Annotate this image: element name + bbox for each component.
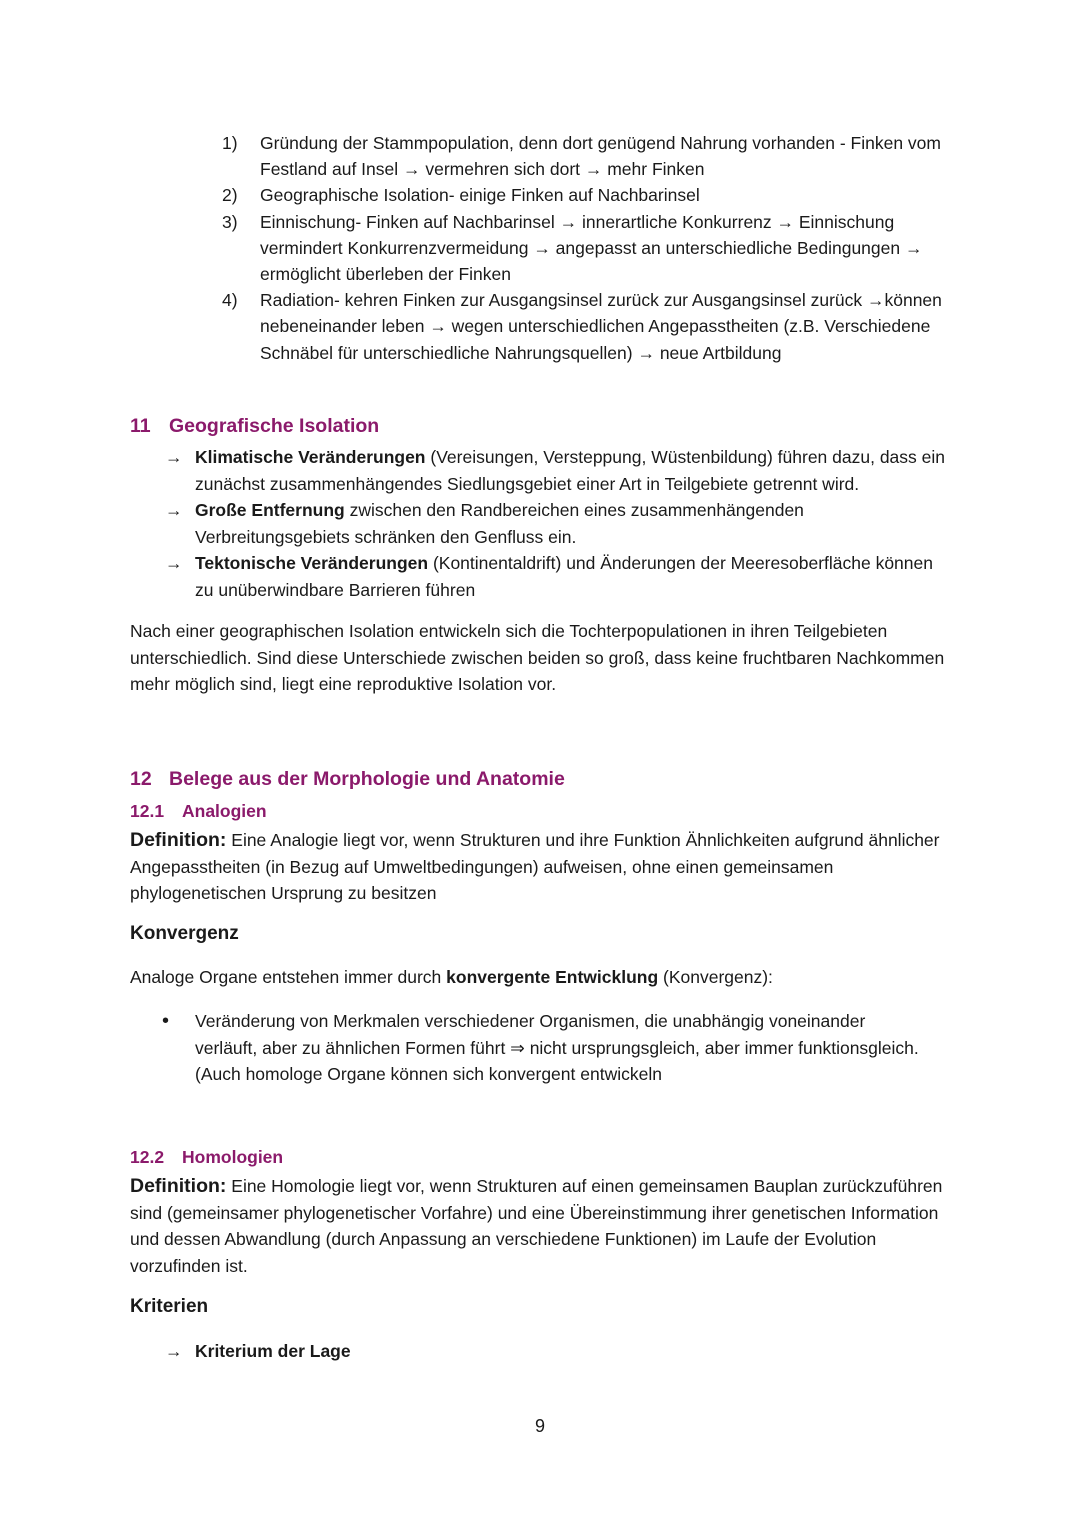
definition-text: Eine Analogie liegt vor, wenn Strukturen und ihre Funktion Ähnlichkeiten aufgrund ähnlicher Angepasstheiten (in Bezug auf Umweltbedingungen) aufweisen, ohne einen gemeinsamen phylogenetischen Ursprung zu besitzen — [130, 830, 940, 903]
arrow-icon: → — [165, 553, 183, 573]
section-number: 12 — [130, 768, 152, 790]
konvergenz-bullet-list — [162, 1008, 922, 1088]
list-item — [165, 550, 955, 603]
list-item — [165, 444, 955, 497]
arrow-icon: → — [165, 1341, 183, 1361]
definition-text: Eine Homologie liegt vor, wenn Strukturen auf einen gemeinsamen Bauplan zurückzuführen sind (gemeinsamer phylogenetischer Vorfahre) und eine Übereinstimmung ihrer genetischen Information und dessen Abwandlung (durch Anpassung an verschiedene Funktionen) im Laufe der Evolution vorzufinden ist. — [130, 1176, 943, 1276]
list-item — [222, 287, 962, 366]
item-number: 4) — [222, 290, 238, 311]
item-number: 1) — [222, 133, 238, 153]
subsection-number: 12.1 — [130, 801, 165, 821]
criterion-text: Kriterium der Lage — [195, 1341, 351, 1361]
arrow-icon: → — [165, 500, 183, 520]
intro-text: Analoge Organe entstehen immer durch — [130, 967, 447, 987]
homologie-definition — [130, 1173, 960, 1279]
section-title: Geografische Isolation — [169, 415, 380, 437]
list-item — [222, 182, 962, 208]
bullet-text: (Vereisungen, Versteppung, Wüstenbildung) führen dazu, dass ein zunächst zusammenhängendes Siedlungsgebiet einer Art in Teilgebiete getrennt wird. — [195, 447, 946, 494]
subsection-12-1-heading — [130, 801, 267, 822]
definition-label: Definition: — [130, 829, 227, 851]
subsection-number: 12.2 — [130, 1147, 165, 1167]
item-number: 2) — [222, 185, 238, 206]
item-number: 3) — [222, 211, 238, 232]
intro-bold: konvergente Entwicklung — [446, 967, 659, 987]
list-item — [222, 209, 962, 288]
list-item — [222, 130, 962, 182]
section-12-heading — [130, 768, 565, 791]
bullet-text: (Kontinentaldrift) und Änderungen der Meeresoberfläche können zu unüberwindbare Barrieren führen — [195, 553, 933, 600]
list-item — [165, 1338, 955, 1365]
numbered-list — [222, 130, 962, 366]
item-text: Gründung der Stammpopulation, denn dort genügend Nahrung vorhanden - Finken vom Festland auf Insel → vermehren sich dort → mehr Finken — [260, 133, 941, 180]
bullet-text: zwischen den Randbereichen eines zusammenhängenden Verbreitungsgebiets schränken den Genfluss ein. — [195, 500, 804, 547]
intro-text-end: (Konvergenz): — [658, 967, 773, 987]
bullet-bold: Tektonische Veränderungen — [195, 553, 429, 573]
list-item — [165, 497, 955, 550]
subsection-12-2-heading — [130, 1147, 283, 1168]
bullet-bold: Klimatische Veränderungen — [195, 447, 426, 467]
definition-label: Definition: — [130, 1175, 227, 1197]
section-title: Belege aus der Morphologie und Anatomie — [169, 768, 565, 790]
bullet-text: Veränderung von Merkmalen verschiedener Organismen, die unabhängig voneinander verläuft, aber zu ähnlichen Formen führt ⇒ nicht ursprungsgleich, aber immer funktionsgleich. (Auch homologe Organe können sich konvergent entwickeln — [195, 1011, 919, 1084]
bullet-bold: Große Entfernung — [195, 500, 345, 520]
subsection-title: Homologien — [182, 1147, 284, 1167]
kriterien-heading: Kriterien — [130, 1296, 209, 1317]
item-text: Einnischung- Finken auf Nachbarinsel → innerartliche Konkurrenz → Einnischung vermindert Konkurrenzvermeidung → angepasst an unterschiedliche Bedingungen → ermöglicht überleben der Finken — [260, 211, 923, 285]
section-11-bullets — [165, 444, 955, 603]
konvergenz-intro — [130, 964, 960, 991]
item-text: Geographische Isolation- einige Finken auf Nachbarinsel — [260, 185, 700, 206]
bullet-icon: • — [162, 1010, 170, 1032]
konvergenz-heading: Konvergenz — [130, 923, 239, 944]
item-text: Radiation- kehren Finken zur Ausgangsinsel zurück zur Ausgangsinsel zurück →können nebeneinander leben → wegen unterschiedlichen Angepasstheiten (z.B. Verschiedene Schnäbel für unterschiedliche Nahrungsquellen) → neue Artbildung — [260, 290, 942, 363]
section-number: 11 — [130, 415, 151, 437]
section-11-heading — [130, 415, 379, 438]
kriterien-list — [165, 1338, 955, 1365]
analogie-definition — [130, 827, 960, 907]
section-11-paragraph: Nach einer geographischen Isolation entwickeln sich die Tochterpopulationen in ihren Teilgebieten unterschiedlich. Sind diese Unterschiede zwischen beiden so groß, dass keine fruchtbaren Nachkommen mehr möglich sind, liegt eine reproduktive Isolation vor. — [130, 621, 945, 694]
arrow-icon: → — [165, 447, 183, 467]
subsection-title: Analogien — [182, 801, 267, 821]
list-item — [162, 1008, 922, 1088]
page-number: 9 — [534, 1416, 545, 1436]
